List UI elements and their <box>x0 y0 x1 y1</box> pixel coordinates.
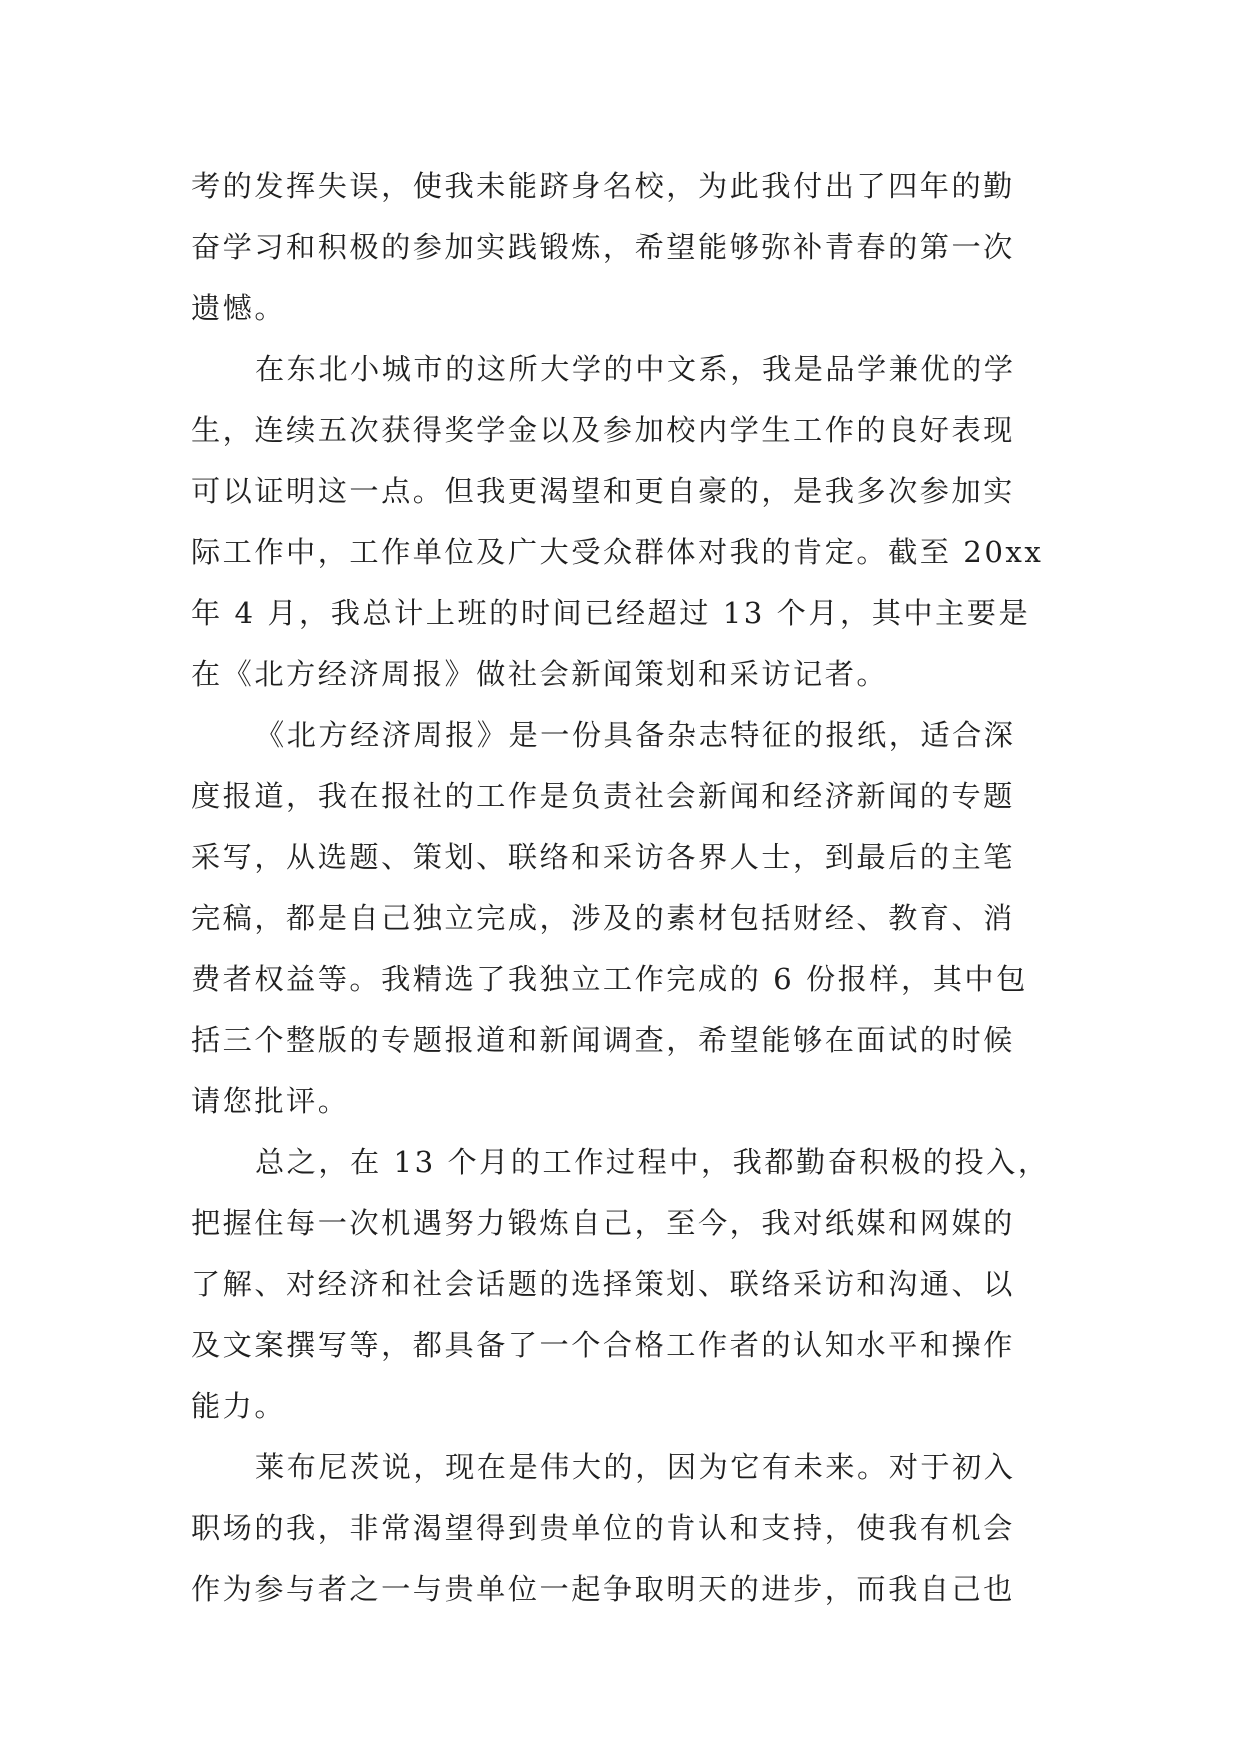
text-line: 《北方经济周报》是一份具备杂志特征的报纸，适合深 <box>255 718 1016 752</box>
text-line: 及文案撰写等，都具备了一个合格工作者的认知水平和操作 <box>191 1328 1015 1362</box>
body-text <box>191 156 1051 1620</box>
text-line: 括三个整版的专题报道和新闻调查，希望能够在面试的时候 <box>191 1023 1015 1057</box>
text-line: 可以证明这一点。但我更渴望和更自豪的，是我多次参加实 <box>191 474 1015 508</box>
text-line: 把握住每一次机遇努力锻炼自己，至今，我对纸媒和网媒的 <box>191 1206 1015 1240</box>
text-line: 生，连续五次获得奖学金以及参加校内学生工作的良好表现 <box>191 413 1015 447</box>
text-line: 际工作中，工作单位及广大受众群体对我的肯定。截至 20xx <box>191 535 1044 569</box>
text-line: 年 4 月，我总计上班的时间已经超过 13 个月，其中主要是 <box>191 596 1031 630</box>
text-line: 度报道，我在报社的工作是负责社会新闻和经济新闻的专题 <box>191 779 1015 813</box>
text-line: 莱布尼茨说，现在是伟大的，因为它有未来。对于初入 <box>255 1450 1016 1484</box>
text-line: 遗憾。 <box>191 291 287 325</box>
text-line: 在《北方经济周报》做社会新闻策划和采访记者。 <box>191 657 889 691</box>
text-line: 能力。 <box>191 1389 287 1423</box>
text-line: 采写，从选题、策划、联络和采访各界人士，到最后的主笔 <box>191 840 1015 874</box>
text-line: 完稿，都是自己独立完成，涉及的素材包括财经、教育、消 <box>191 901 1015 935</box>
text-line: 费者权益等。我精选了我独立工作完成的 6 份报样，其中包 <box>191 962 1028 996</box>
text-line: 考的发挥失误，使我未能跻身名校，为此我付出了四年的勤 <box>191 169 1015 203</box>
text-line: 请您批评。 <box>191 1084 350 1118</box>
text-line: 职场的我，非常渴望得到贵单位的肯认和支持，使我有机会 <box>191 1511 1015 1545</box>
text-line: 总之，在 13 个月的工作过程中，我都勤奋积极的投入， <box>255 1145 1050 1179</box>
text-line: 在东北小城市的这所大学的中文系，我是品学兼优的学 <box>255 352 1016 386</box>
text-line: 奋学习和积极的参加实践锻炼，希望能够弥补青春的第一次 <box>191 230 1015 264</box>
text-line: 了解、对经济和社会话题的选择策划、联络采访和沟通、以 <box>191 1267 1015 1301</box>
text-line: 作为参与者之一与贵单位一起争取明天的进步，而我自己也 <box>191 1572 1015 1606</box>
